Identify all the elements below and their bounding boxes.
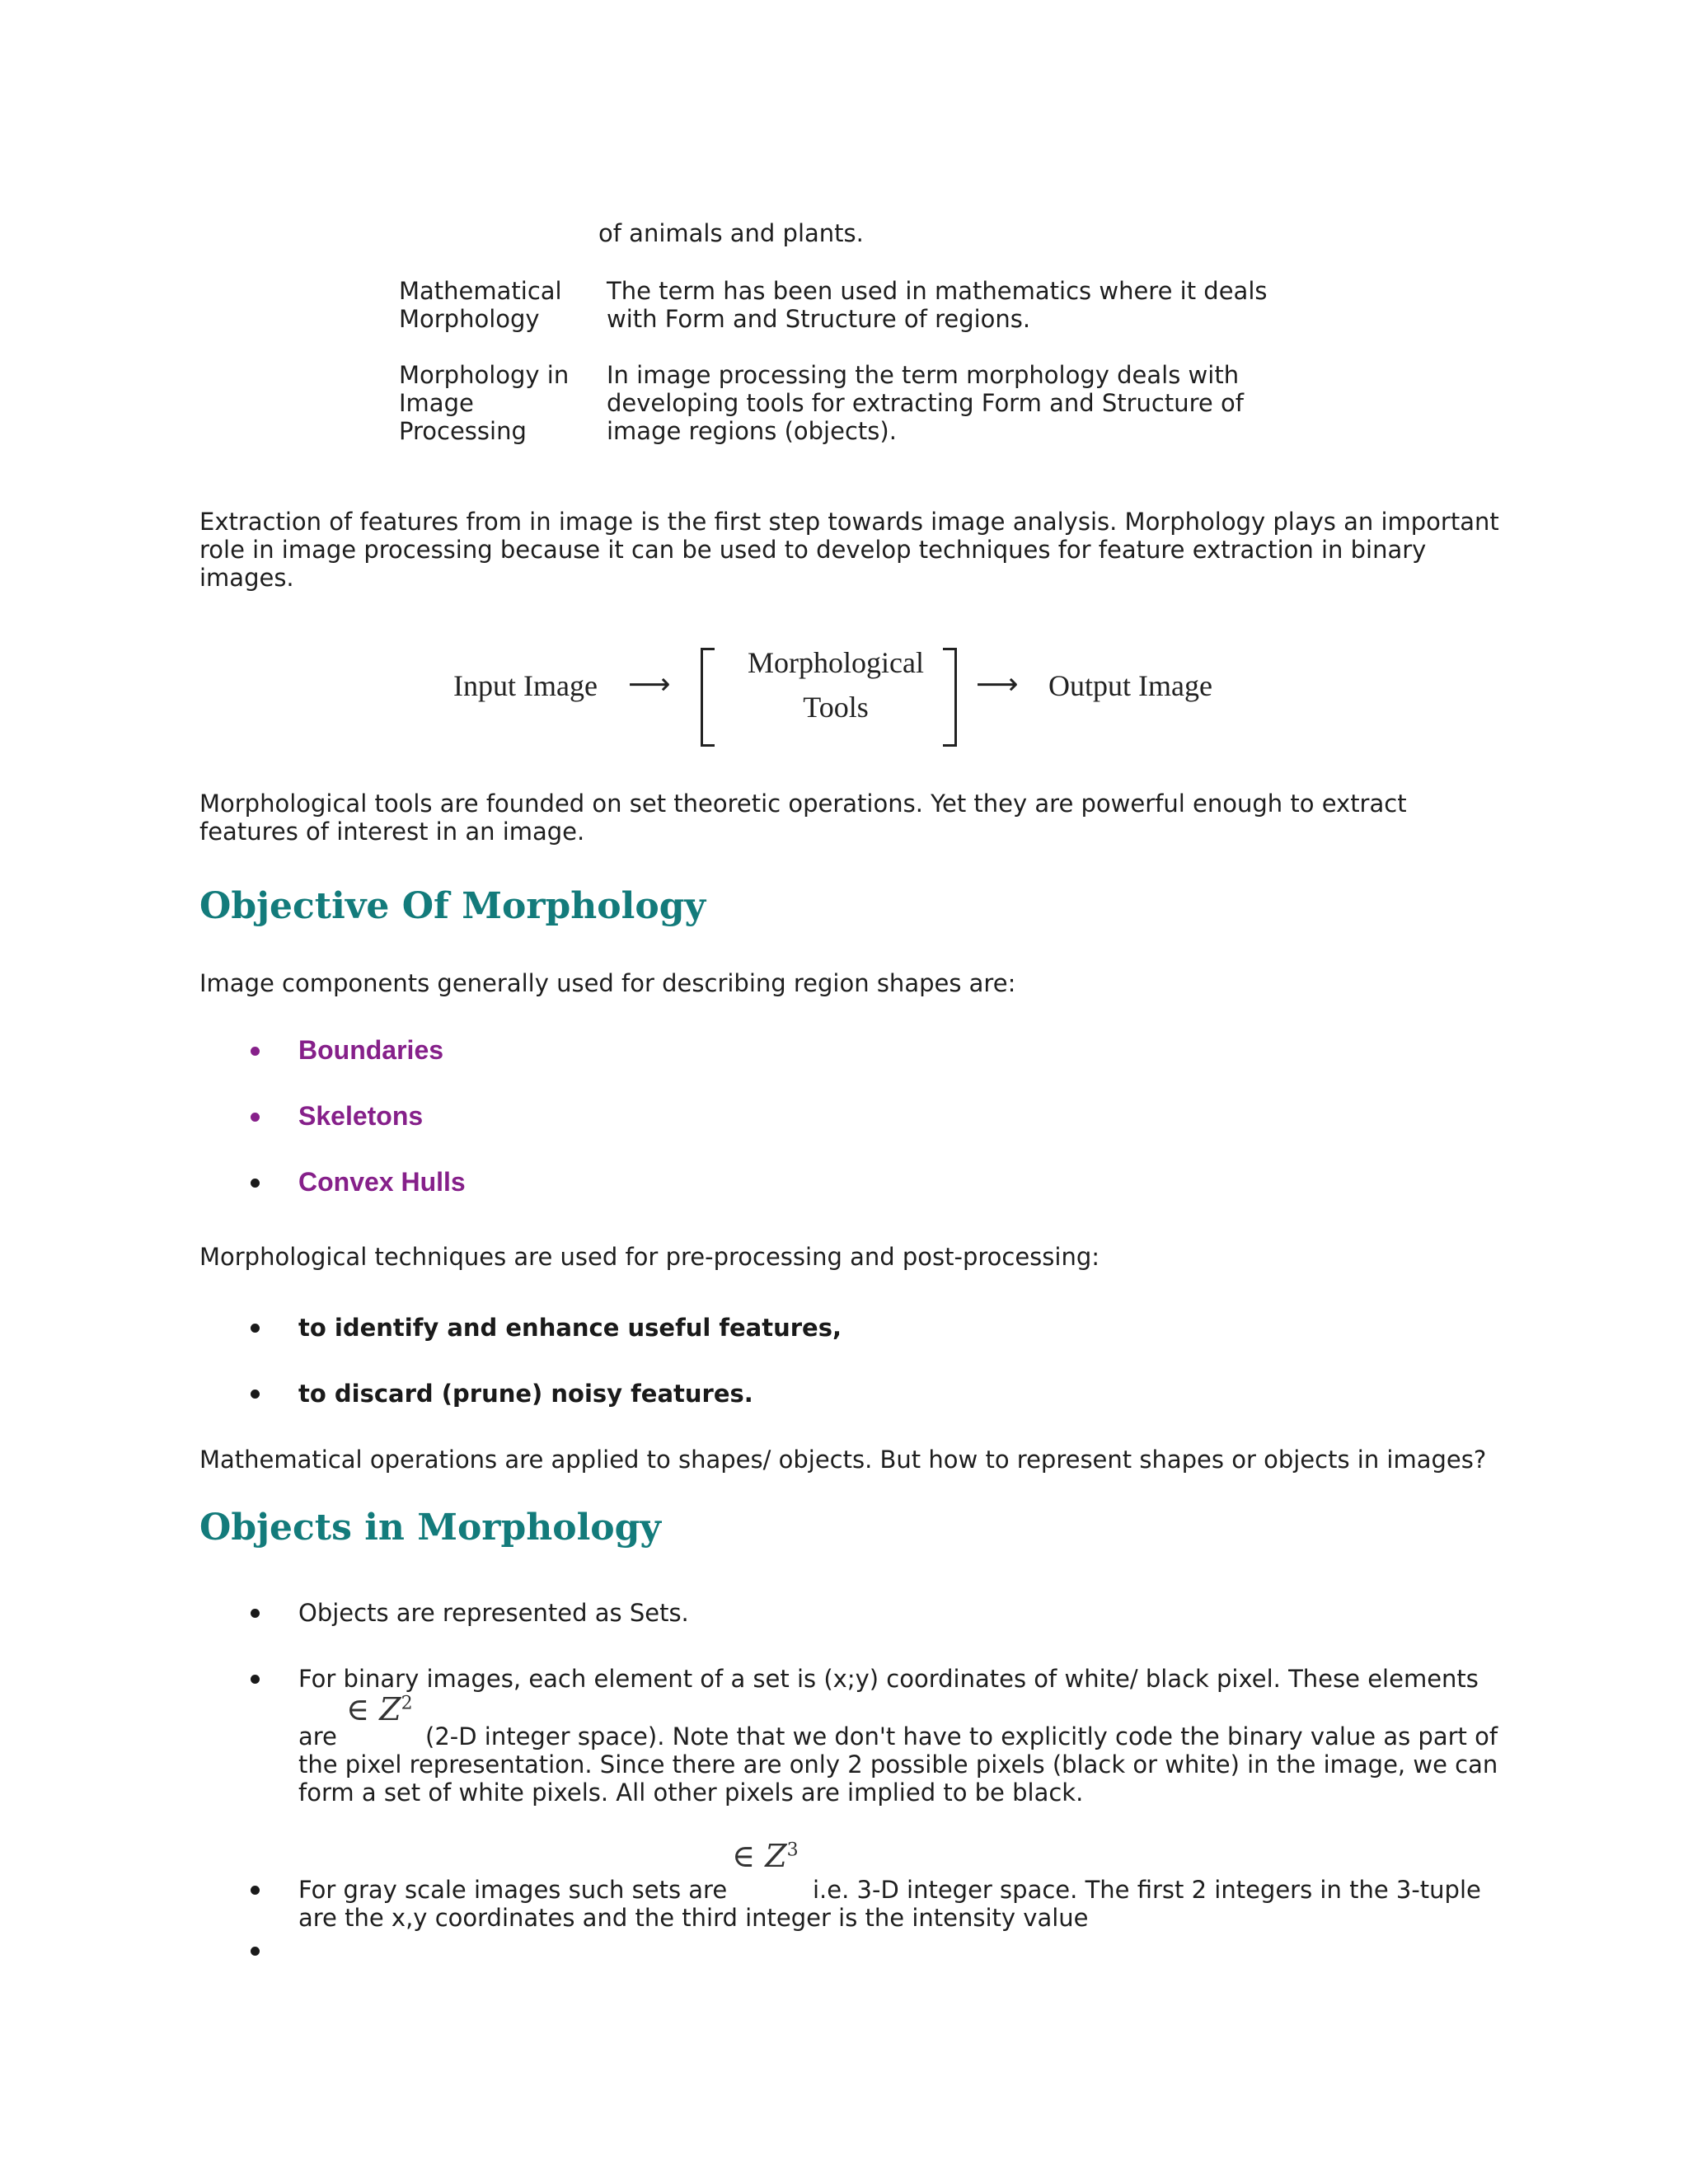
diagram-tools-line2: Tools: [803, 691, 869, 724]
technique-item: to discard (prune) noisy features.: [298, 1380, 753, 1408]
definition-term: Morphology in Image Processing: [399, 361, 570, 445]
bullet-icon: [251, 1937, 267, 1965]
arrow-right-icon: ⟶: [628, 668, 671, 701]
definitions-table: [399, 277, 1299, 473]
components-intro: Image components generally used for describing region shapes are:: [199, 969, 1016, 997]
definition-row: [399, 361, 1299, 445]
objective-heading: Objective Of Morphology: [199, 885, 706, 927]
bullet-icon: [251, 1380, 267, 1408]
component-item: Skeletons: [298, 1101, 424, 1131]
math-z3-base: ∈ Z: [732, 1838, 787, 1874]
tools-paragraph: Morphological tools are founded on set theoretic operations. Yet they are powerful enough to extract features of interest in an image.: [199, 790, 1407, 846]
objects-item-sets: Objects are represented as Sets.: [298, 1599, 689, 1627]
math-z2-exponent: 2: [401, 1693, 413, 1714]
morphology-pipeline-diagram: [453, 643, 1245, 750]
intro-paragraph: Extraction of features from in image is the first step towards image analysis. Morphology plays an important role in image processing because it can be used to develop techniques for feature extraction in binary images.: [199, 508, 1499, 592]
definition-row: [399, 277, 1299, 333]
bullet-icon: [251, 1876, 267, 1904]
objects-item-gray-lead: For gray scale images such sets are: [298, 1876, 728, 1904]
objects-item-binary-line1: For binary images, each element of a set is (x;y) coordinates of white/ black pixel. These elements: [298, 1665, 1479, 1693]
right-bracket-icon: [943, 648, 957, 747]
bullet-icon: [251, 1103, 267, 1131]
representation-question: Mathematical operations are applied to shapes/ objects. But how to represent shapes or objects in images?: [199, 1446, 1487, 1474]
bullet-icon: [251, 1169, 267, 1197]
bullet-icon: [251, 1665, 267, 1693]
diagram-output-label: Output Image: [1048, 669, 1212, 702]
definition-description: In image processing the term morphology deals with developing tools for extracting Form and Structure of image regions (objects).: [607, 361, 1244, 445]
objects-item-binary-rest: (2-D integer space). Note that we don't have to explicitly code the binary value as part of the pixel representation. Since there are only 2 possible pixels (black or white) in the image, we can form a set of white pixels. All other pixels are implied to be black.: [298, 1722, 1498, 1807]
diagram-input-label: Input Image: [453, 669, 598, 702]
techniques-intro: Morphological techniques are used for pre-processing and post-processing:: [199, 1243, 1100, 1271]
component-item: Convex Hulls: [298, 1167, 466, 1197]
diagram-tools-line1: Morphological: [748, 646, 924, 679]
objects-item-gray-rest: i.e. 3-D integer space. The first 2 integers in the 3-tuple: [813, 1876, 1481, 1904]
left-bracket-icon: [701, 648, 715, 747]
component-item: Boundaries: [298, 1035, 444, 1065]
math-z2-base: ∈ Z: [346, 1691, 401, 1727]
objects-item-gray-line2: are the x,y coordinates and the third integer is the intensity value: [298, 1904, 1089, 1932]
arrow-right-icon: ⟶: [976, 668, 1019, 701]
objects-item-binary-are: are: [298, 1722, 337, 1750]
math-z3-symbol: [732, 1838, 799, 1874]
definition-description: The term has been used in mathematics where it deals with Form and Structure of regions.: [607, 277, 1268, 333]
definition-term: Mathematical Morphology: [399, 277, 562, 333]
definition-continuation: of animals and plants.: [598, 219, 864, 247]
technique-item: to identify and enhance useful features,: [298, 1314, 842, 1342]
bullet-icon: [251, 1599, 267, 1627]
bullet-icon: [251, 1037, 267, 1065]
math-z3-exponent: 3: [786, 1840, 799, 1861]
bullet-icon: [251, 1314, 267, 1342]
objects-heading: Objects in Morphology: [199, 1507, 661, 1549]
